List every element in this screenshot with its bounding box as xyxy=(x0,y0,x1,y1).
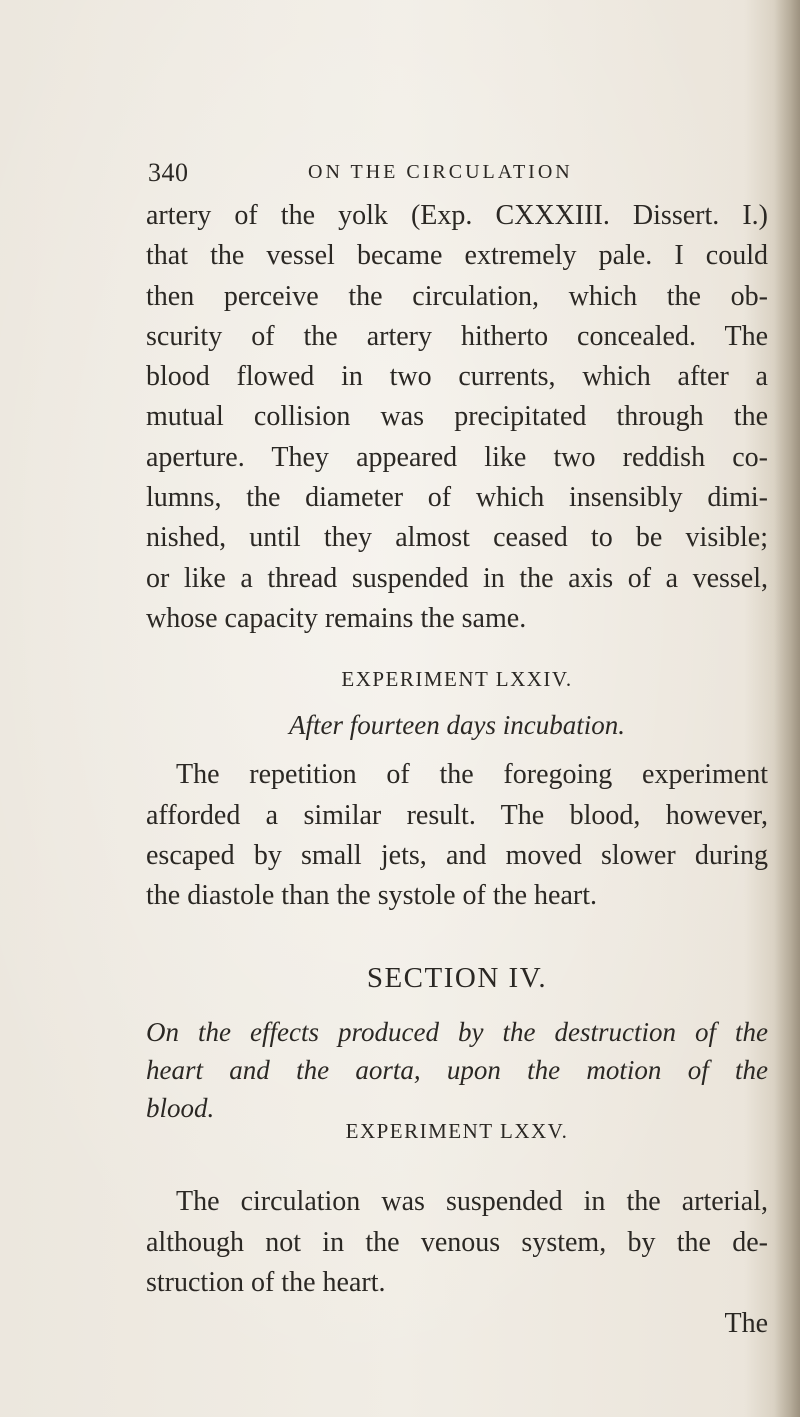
text-line: escaped by small jets, and moved slower during xyxy=(146,839,768,871)
page-number: 340 xyxy=(148,158,189,187)
text-line: blood flowed in two currents, which after a xyxy=(146,361,768,393)
text-line: nished, until they almost ceased to be visible; xyxy=(146,522,768,554)
section-subtitle xyxy=(146,1013,768,1127)
text-line: lumns, the diameter of which insensibly dimi- xyxy=(146,482,768,514)
text-line: scurity of the artery hitherto concealed. The xyxy=(146,320,768,352)
experiment-paragraph xyxy=(146,1182,768,1340)
paragraph-continued xyxy=(146,196,768,639)
text-line: artery of the yolk (Exp. CXXXIII. Dissert. I.) xyxy=(146,200,768,231)
text-line: afforded a similar result. The blood, however, xyxy=(146,799,768,831)
text-line: The repetition of the foregoing experiment xyxy=(176,759,768,791)
italic-line: heart and the aorta, upon the motion of the xyxy=(146,1055,768,1086)
experiment-heading: EXPERIMENT LXXV. xyxy=(345,1119,569,1144)
text-line: or like a thread suspended in the axis of a vessel, xyxy=(146,562,768,594)
text-line: then perceive the circulation, which the ob- xyxy=(146,280,768,312)
text-line: whose capacity remains the same. xyxy=(146,602,527,634)
text-line: the diastole than the systole of the heart. xyxy=(146,880,597,912)
page-body xyxy=(146,196,768,1340)
text-line: aperture. They appeared like two reddish co- xyxy=(146,441,768,473)
text-line: although not in the venous system, by the de- xyxy=(146,1226,768,1258)
experiment-paragraph xyxy=(146,755,768,916)
running-head: ON THE CIRCULATION xyxy=(308,161,573,183)
catchword: The xyxy=(724,1308,768,1340)
experiment-subtitle: After fourteen days incubation. xyxy=(289,710,625,741)
text-line: struction of the heart. xyxy=(146,1267,386,1299)
experiment-heading: EXPERIMENT LXXIV. xyxy=(341,667,573,692)
text-line: mutual collision was precipitated through the xyxy=(146,401,768,433)
page-edge-shadow xyxy=(774,0,800,1417)
italic-line: On the effects produced by the destruction of the xyxy=(146,1017,768,1048)
text-line: The circulation was suspended in the arterial, xyxy=(176,1186,768,1218)
italic-line: blood. xyxy=(146,1093,215,1124)
page-header xyxy=(148,158,768,188)
section-title: SECTION IV. xyxy=(366,962,548,995)
text-line: that the vessel became extremely pale. I could xyxy=(146,240,768,272)
